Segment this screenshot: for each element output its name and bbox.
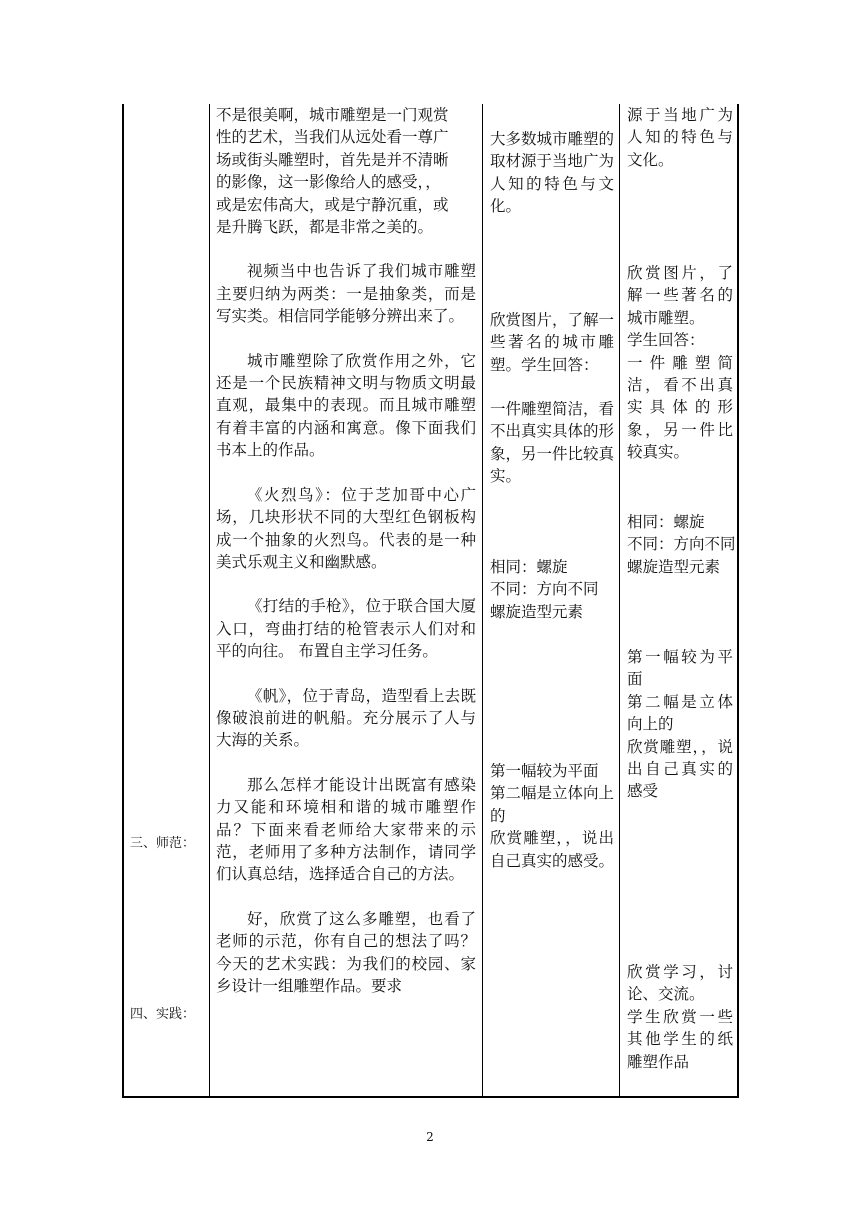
intent-block-4 (627, 646, 733, 803)
intent-c3-line: 螺旋造型元素 (627, 557, 721, 576)
intent-c2-line: 欣赏图片，了解一些著名的城市雕塑。 (627, 264, 733, 327)
intent-c3-line: 不同：方向不同 (627, 535, 736, 554)
student-b4-line: 第一幅较为平面 (490, 762, 599, 780)
teacher-paragraph-5: 《帆》，位于青岛，造型看上去既像破浪前进的帆船。充分展示了人与大海的关系。 (216, 686, 476, 750)
student-block-2-answer: 一件雕塑简洁，看不出真实具体的形象，另一件比较真实。 (490, 400, 615, 486)
intent-block-1: 源于当地广为人知的特色与文化。 (627, 106, 733, 169)
table-col-divider-2 (482, 104, 483, 1097)
intent-c2-line: 一件雕塑简洁，看不出真实具体的形象，另一件比较真实。 (627, 353, 733, 462)
teacher-paragraph-6: 那么怎样才能设计出既富有感染力又能和环境相和谐的城市雕塑作品？下面来看老师给大家带来的示范，老师用了多种方法制作，请同学们认真总结，选择适合自己的方法。 (216, 775, 476, 884)
intent-c4-line: 第二幅是立体向上的 (627, 692, 733, 734)
table-bottom-border (122, 1096, 739, 1098)
intent-c4-line: 第一幅较为平面 (627, 648, 733, 689)
intent-c4-line: 欣赏雕塑，，说出自己真实的感受 (627, 737, 733, 801)
intent-c2-line: 学生回答： (627, 331, 705, 350)
student-block-1: 大多数城市雕塑的取材源于当地广为人知的特色与文化。 (490, 130, 615, 216)
page-number: 2 (426, 1130, 434, 1144)
teacher-line: 的影像，这一影像给人的感受，， (216, 173, 441, 192)
student-b3-line: 不同：方向不同 (490, 580, 599, 599)
student-b3-line: 螺旋造型元素 (490, 602, 584, 621)
teacher-paragraph-7: 好，欣赏了这么多雕塑，也看了老师的示范，你有自己的想法了吗？今天的艺术实践：为我们的校园、家乡设计一组雕塑作品。要求 (216, 909, 476, 995)
intent-block-5 (627, 961, 733, 1073)
student-b4-line: 第二幅是立体向上的 (490, 784, 615, 825)
teacher-line: 性的艺术，当我们从远处看一尊广 (216, 128, 449, 147)
student-block-2: 欣赏图片，了解一些著名的城市雕塑。学生回答： (490, 311, 615, 374)
table-right-border (737, 104, 739, 1097)
teacher-line: 场或街头雕塑时，首先是并不清晰 (216, 150, 449, 169)
intent-c5-line: 欣赏学习，讨论、交流。 (627, 963, 733, 1004)
student-b4-line: 欣赏雕塑，，说出自己真实的感受。 (490, 829, 615, 870)
teacher-paragraph-3: 《火烈鸟》：位于芝加哥中心广场，几块形状不同的大型红色钢板构成一个抽象的火烈鸟。代表的是一种美式乐观主义和幽默感。 (216, 485, 476, 571)
table-col-divider-1 (209, 104, 210, 1097)
intent-block-3 (627, 511, 736, 578)
student-b3-line: 相同：螺旋 (490, 558, 568, 576)
student-block-4 (490, 760, 614, 872)
teacher-paragraph-2: 城市雕塑除了欣赏作用之外，它还是一个民族精神文明与物质文明最直观，最集中的表现。而且城市雕塑有着丰富的内涵和寓意。像下面我们书本上的作品。 (216, 351, 476, 460)
student-block-3 (490, 556, 620, 623)
teacher-line: 不是很美啊，城市雕塑是一门观赏 (216, 106, 449, 124)
teacher-line: 或是宏伟高大，或是宁静沉重，或 (216, 195, 449, 214)
intent-c5-line: 学生欣赏一些其他学生的纸雕塑作品 (627, 1007, 733, 1071)
intent-c3-line: 相同：螺旋 (627, 513, 705, 531)
section-label-practice: 四、实践： (130, 1007, 196, 1022)
teacher-paragraph-0 (216, 104, 476, 238)
section-label-teacher-demo: 三、师范： (130, 836, 196, 851)
intent-block-2 (627, 262, 733, 464)
teacher-paragraph-4: 《打结的手枪》，位于联合国大厦入口，弯曲打结的枪管表示人们对和平的向往。 布置自主学习任务。 (216, 597, 476, 661)
teacher-line: 是升腾飞跃，都是非常之美的。 (216, 218, 434, 237)
teacher-activity-column (216, 104, 476, 997)
table-left-border (122, 104, 124, 1097)
teacher-paragraph-1: 视频当中也告诉了我们城市雕塑主要归纳为两类：一是抽象类，而是写实类。相信同学能够分辨出来了。 (216, 262, 476, 326)
